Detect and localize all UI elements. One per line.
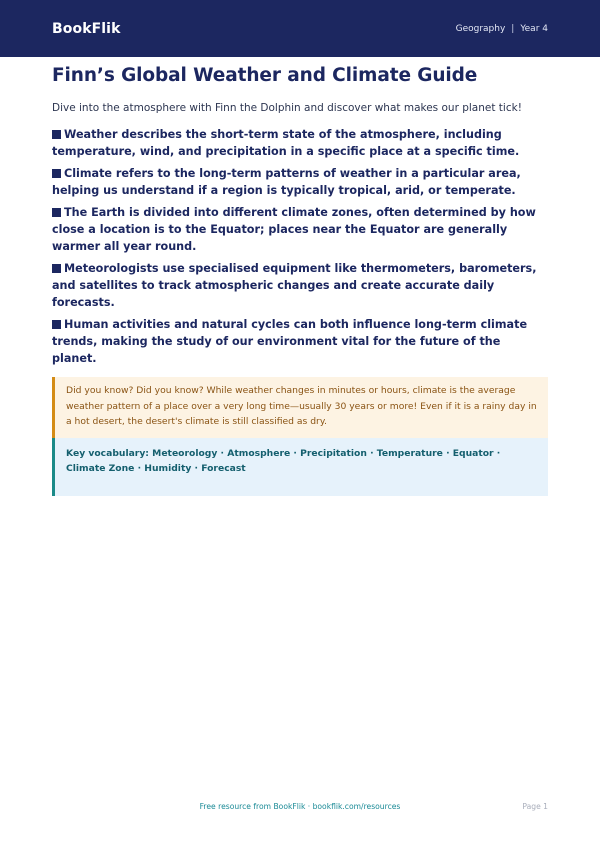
bullet-item <box>52 316 548 367</box>
footer-credit-link[interactable]: Free resource from BookFlik · bookflik.com/resources <box>199 802 401 811</box>
page-number: Page 1 <box>522 802 548 811</box>
square-bullet-icon <box>52 264 61 273</box>
square-bullet-icon <box>52 130 61 139</box>
bullet-text: The Earth is divided into different climate zones, often determined by how close a location is to the Equator; places near the Equator are generally warmer all year round. <box>52 206 536 253</box>
square-bullet-icon <box>52 208 61 217</box>
bullet-item <box>52 126 548 160</box>
bullet-list <box>52 126 548 367</box>
bullet-item <box>52 204 548 255</box>
page-header <box>0 0 600 57</box>
page-title: Finn’s Global Weather and Climate Guide <box>52 65 478 86</box>
bullet-text: Climate refers to the long-term patterns of weather in a particular area, helping us understand if a region is typically tropical, arid, or temperate. <box>52 167 521 197</box>
intro-text: Dive into the atmosphere with Finn the Dolphin and discover what makes our planet tick! <box>52 102 522 114</box>
year-label: Year 4 <box>520 23 548 34</box>
header-meta <box>456 24 548 34</box>
bullet-text: Weather describes the short-term state of the atmosphere, including temperature, wind, and precipitation in a specific place at a specific time. <box>52 128 520 158</box>
bullet-item <box>52 165 548 199</box>
bullet-text: Meteorologists use specialised equipment like thermometers, barometers, and satellites to track atmospheric changes and create accurate daily forecasts. <box>52 262 537 309</box>
bullet-item <box>52 260 548 311</box>
key-vocabulary-box: Key vocabulary: Meteorology · Atmosphere · Precipitation · Temperature · Equator · Climate Zone · Humidity · Forecast <box>52 438 548 496</box>
meta-separator: | <box>511 23 515 34</box>
square-bullet-icon <box>52 169 61 178</box>
main-content <box>52 64 548 496</box>
brand-logo[interactable]: BookFlik <box>52 20 121 37</box>
page-footer <box>52 802 548 814</box>
subject-label: Geography <box>455 23 506 34</box>
did-you-know-callout: Did you know? Did you know? While weather changes in minutes or hours, climate is the average weather pattern of a place over a very long time—usually 30 years or more! Even if it is a rainy day in a hot desert, the desert's climate is still classified as dry. <box>52 377 548 438</box>
bullet-text: Human activities and natural cycles can both influence long-term climate trends, making the study of our environment vital for the future of the planet. <box>52 318 528 365</box>
square-bullet-icon <box>52 320 61 329</box>
